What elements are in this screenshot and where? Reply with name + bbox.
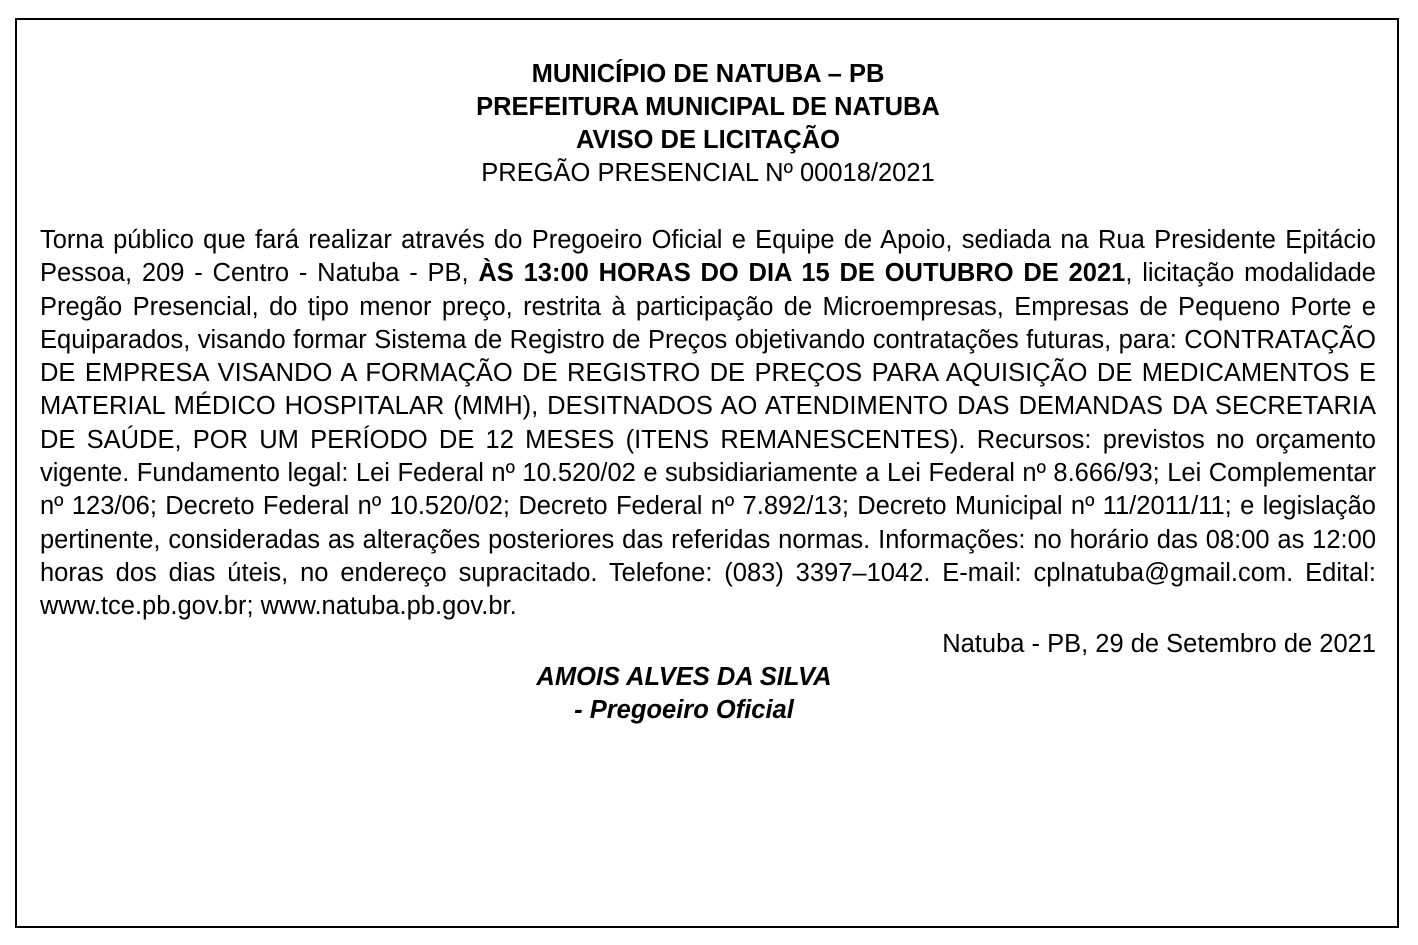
process-number: PREGÃO PRESENCIAL Nº 00018/2021	[481, 159, 935, 187]
prefecture-title: PREFEITURA MUNICIPAL DE NATUBA	[476, 93, 940, 121]
notice-type-title: AVISO DE LICITAÇÃO	[576, 126, 840, 154]
signature-block	[40, 661, 1328, 727]
place-date: Natuba - PB, 29 de Setembro de 2021	[942, 629, 1376, 658]
notice-header	[40, 58, 1376, 190]
notice-content	[40, 58, 1376, 727]
municipality-title: MUNICÍPIO DE NATUBA – PB	[531, 60, 885, 88]
body-text-part1: Torna público que fará realizar através do Pregoeiro Oficial e Equipe de Apoio, sediada na Rua Presidente Epitácio Pessoa, 209 - Centro - Natuba - PB,	[40, 226, 1376, 288]
auction-datetime: ÀS 13:00 HORAS DO DIA 15 DE OUTUBRO DE 2021	[478, 259, 1126, 288]
signatory-role: - Pregoeiro Oficial	[574, 695, 794, 724]
signatory-name: AMOIS ALVES DA SILVA	[536, 662, 832, 691]
notice-body	[40, 224, 1376, 624]
body-text-part2: , licitação modalidade Pregão Presencial, do tipo menor preço, restrita à participação de Microempresas, Empresas de Pequeno Porte e Equiparados, visando formar Sistema de Registro de Preços objetivando contratações futuras, para: CONTRATAÇÃO DE EMPRESA VISANDO A FORMAÇÃO DE REGISTRO DE PREÇOS PARA AQUISIÇÃO DE MEDICAMENTOS E MATERIAL MÉDICO HOSPITALAR (MMH), DESITNADOS AO ATENDIMENTO DAS DEMANDAS DA SECRETARIA DE SAÚDE, POR UM PERÍODO DE 12 MESES (ITENS REMANESCENTES). Recursos: previstos no orçamento vigente. Fundamento legal: Lei Federal nº 10.520/02 e subsidiariamente a Lei Federal nº 8.666/93; Lei Complementar nº 123/06; Decreto Federal nº 10.520/02; Decreto Federal nº 7.892/13; Decreto Municipal nº 11/2011/11; e legislação pertinente, consideradas as alterações posteriores das referidas normas. Informações: no horário das 08:00 as 12:00 horas dos dias úteis, no endereço supracitado. Telefone: (083) 3397–1042. E-mail: cplnatuba@gmail.com. Edital: www.tce.pb.gov.br; www.natuba.pb.gov.br.	[40, 259, 1376, 621]
